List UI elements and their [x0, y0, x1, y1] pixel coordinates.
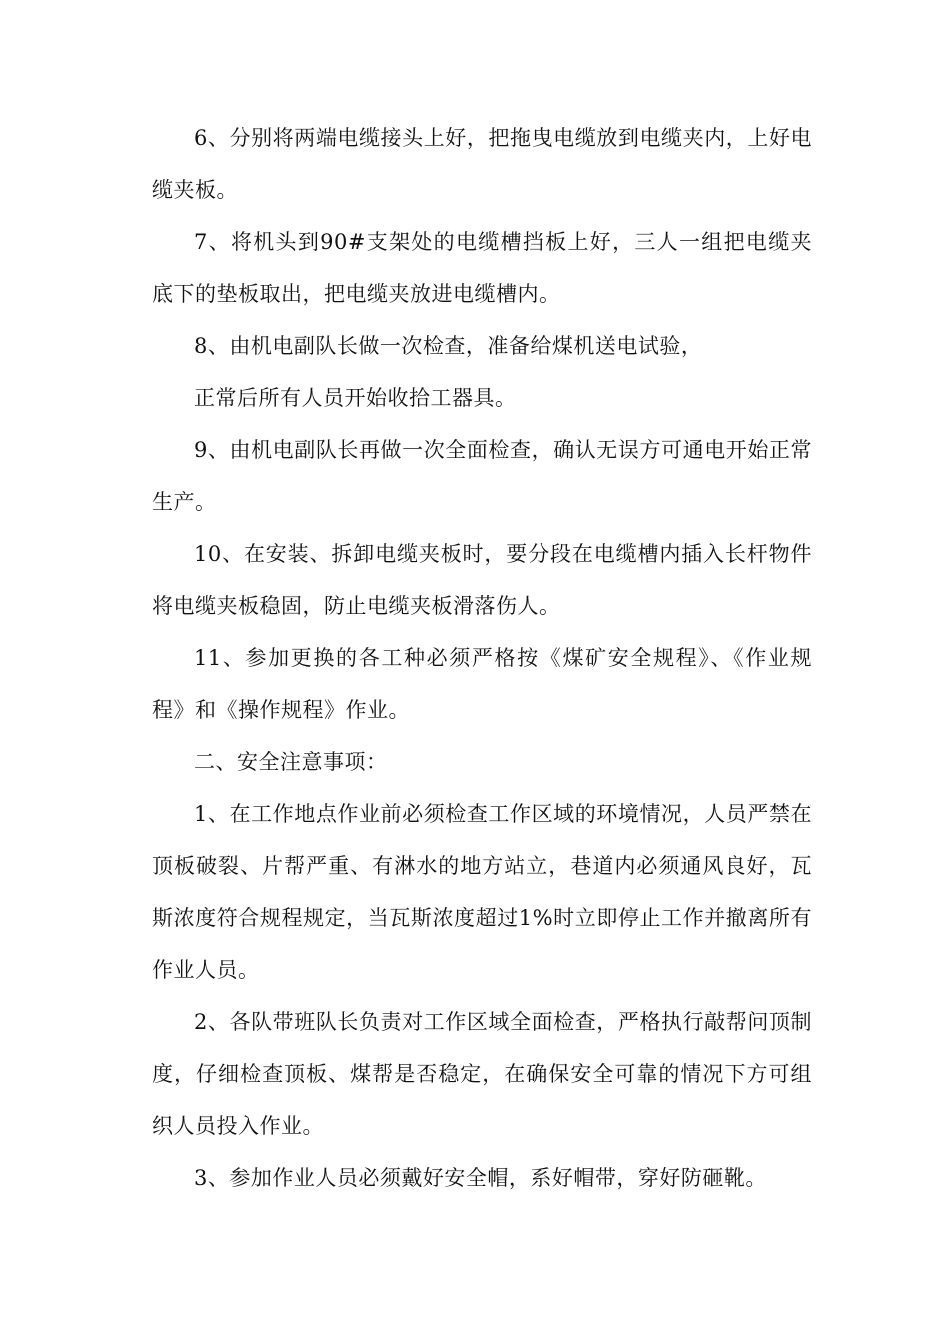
paragraph-step-8-continued: 正常后所有人员开始收拾工器具。 [194, 386, 517, 410]
paragraph-step-8: 8、由机电副队长做一次检查，准备给煤机送电试验， [194, 334, 703, 358]
paragraph-safety-2: 2、各队带班队长负责对工作区域全面检查，严格执行敲帮问顶制度，仔细检查顶板、煤帮是否稳定，在确保安全可靠的情况下方可组织人员投入作业。 [152, 1010, 812, 1138]
section-heading-safety: 二、安全注意事项： [194, 750, 388, 774]
paragraph-step-9: 9、由机电副队长再做一次全面检查，确认无误方可通电开始正常生产。 [152, 438, 812, 514]
paragraph-safety-3: 3、参加作业人员必须戴好安全帽，系好帽带，穿好防砸靴。 [194, 1166, 767, 1190]
paragraph-step-6: 6、分别将两端电缆接头上好，把拖曳电缆放到电缆夹内，上好电缆夹板。 [152, 126, 812, 202]
paragraph-step-7: 7、将机头到90#支架处的电缆槽挡板上好，三人一组把电缆夹底下的垫板取出，把电缆夹放进电缆槽内。 [152, 230, 812, 306]
paragraph-safety-1: 1、在工作地点作业前必须检查工作区域的环境情况，人员严禁在顶板破裂、片帮严重、有淋水的地方站立，巷道内必须通风良好，瓦斯浓度符合规程规定，当瓦斯浓度超过1%时立即停止工作并撤离所有作业人员。 [152, 802, 812, 982]
document-body [152, 112, 812, 1204]
paragraph-step-10: 10、在安装、拆卸电缆夹板时，要分段在电缆槽内插入长杆物件将电缆夹板稳固，防止电缆夹板滑落伤人。 [152, 542, 812, 618]
paragraph-step-11: 11、参加更换的各工种必须严格按《煤矿安全规程》、《作业规程》和《操作规程》作业。 [152, 646, 812, 722]
